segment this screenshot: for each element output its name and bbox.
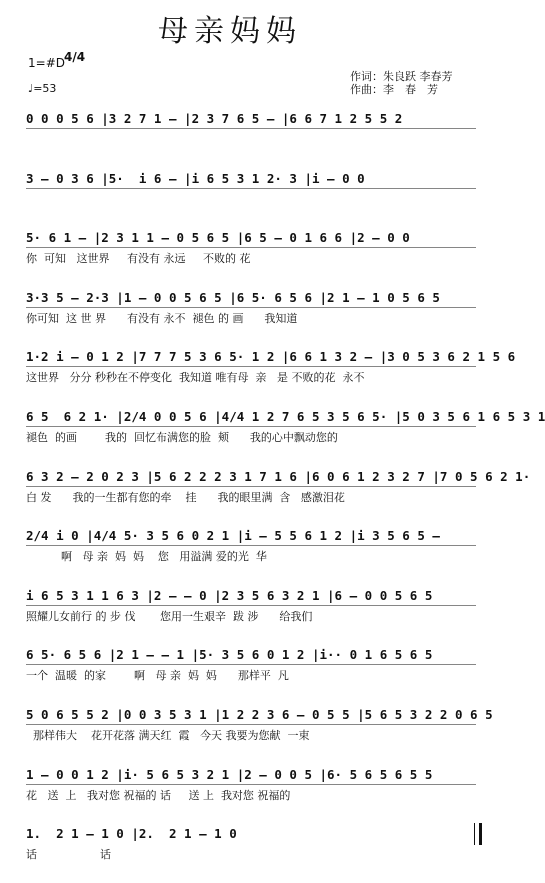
notation-line: 3 — 0 3 6 |5· i 6 — |i 6 5 3 1 2· 3 |i — 0 0 [26,170,365,186]
duration-underline [26,245,476,248]
lyrics-line: 啊 母 亲 妈 妈 您 用溢满 爱的光 华 [26,550,267,564]
notation-line: 2/4 i 0 |4/4 5· 3 5 6 0 2 1 |i — 5 5 6 1 2 |i 3 5 6 5 — [26,528,440,544]
lyrics-line: 你 可知 这世界 有没有 永远 不败的 花 [26,252,251,266]
score-row [26,227,476,287]
score-row [26,704,493,764]
duration-underline [26,364,476,367]
score-row [26,525,476,585]
notation-line: i 6 5 3 1 1 6 3 |2 — — 0 |2 3 5 6 3 2 1 |6 — 0 0 5 6 5 [26,587,433,603]
notation-line: 1 — 0 0 1 2 |i· 5 6 5 3 2 1 |2 — 0 0 5 |6· 5 6 5 6 5 5 [26,766,433,782]
score-sheet [26,108,545,883]
notation-line: 5 0 6 5 5 2 |0 0 3 5 3 1 |1 2 2 3 6 — 0 5 5 |5 6 5 3 2 2 0 6 5 [26,706,493,722]
duration-underline [26,484,476,487]
notation-line: 1. 2 1 — 1 0 |2. 2 1 — 1 0 [26,826,237,842]
tempo-marking: ♩=53 [28,82,57,95]
score-row [26,168,476,228]
duration-underline [26,543,476,546]
score-row [26,823,476,883]
lyrics-line: 那样伟大 花开花落 满天红 霞 今天 我要为您献 一束 [26,728,310,742]
duration-underline [26,126,476,129]
notation-line: 6 5· 6 5 6 |2 1 — — 1 |5· 3 5 6 0 1 2 |i·· 0 1 6 5 6 5 [26,647,433,663]
lyrics-line: 你可知 这 世 界 有没有 永不 褪色 的 画 我知道 [26,311,298,325]
time-signature: 4/4 [64,50,86,64]
score-row [26,406,545,466]
composer-credit: 作曲：李 春 芳 [350,83,438,96]
duration-underline [26,722,476,725]
song-title: 母亲妈妈 [158,14,302,49]
score-row [26,466,531,526]
notation-line: 6 5 6 2 1· |2/4 0 0 5 6 |4/4 1 2 7 6 5 3 5 6 5· |5 0 3 5 6 1 6 5 3 1 [26,408,545,424]
score-row [26,287,476,347]
notation-line: 6 3 2 — 2 0 2 3 |5 6 2 2 2 3 1 7 1 6 |6 0 6 1 2 3 2 7 |7 0 5 6 2 1· [26,468,531,484]
score-row [26,585,476,645]
lyricist-credit: 作词：朱良跃 李春芳 [350,70,453,83]
lyrics-line: 褪色 的画 我的 回忆布满您的脸 颊 我的心中飘动您的 [26,430,338,444]
lyrics-line: 白 发 我的一生都有您的牵 挂 我的眼里满 含 感激泪花 [26,490,345,504]
duration-underline [26,782,476,785]
lyrics-line: 一个 温暖 的家 啊 母 亲 妈 妈 那样平 凡 [26,669,289,683]
lyrics-line: 照耀儿女前行 的 步 伐 您用一生艰辛 跋 涉 给我们 [26,609,313,623]
duration-underline [26,186,476,189]
notation-line: 5· 6 1 — |2 3 1 1 — 0 5 6 5 |6 5 — 0 1 6 6 |2 — 0 0 [26,230,410,246]
key-signature: 1=#D [28,56,65,70]
duration-underline [26,305,476,308]
duration-underline [26,424,476,427]
notation-line: 0 0 0 5 6 |3 2 7 1 — |2 3 7 6 5 — |6 6 7 1 2 5 5 2 [26,111,403,126]
lyrics-line: 这世界 分分 秒秒在不停变化 我知道 唯有母 亲 是 不败的花 永不 [26,371,365,385]
score-row [26,108,476,168]
duration-underline [26,603,476,606]
lyrics-line: 话 话 [26,848,111,862]
duration-underline [26,662,476,665]
lyrics-line: 花 送 上 我对您 祝福的 话 送 上 我对您 祝福的 [26,788,291,802]
score-row [26,764,476,824]
notation-line: 1·2 i — 0 1 2 |7 7 7 5 3 6 5· 1 2 |6 6 1 3 2 — |3 0 5 3 6 2 1 5 6 [26,349,516,365]
score-row [26,346,516,406]
notation-line: 3·3 5 — 2·3 |1 — 0 0 5 6 5 |6 5· 6 5 6 |2 1 — 1 0 5 6 5 [26,289,440,305]
score-row [26,644,476,704]
final-barline [474,823,482,845]
